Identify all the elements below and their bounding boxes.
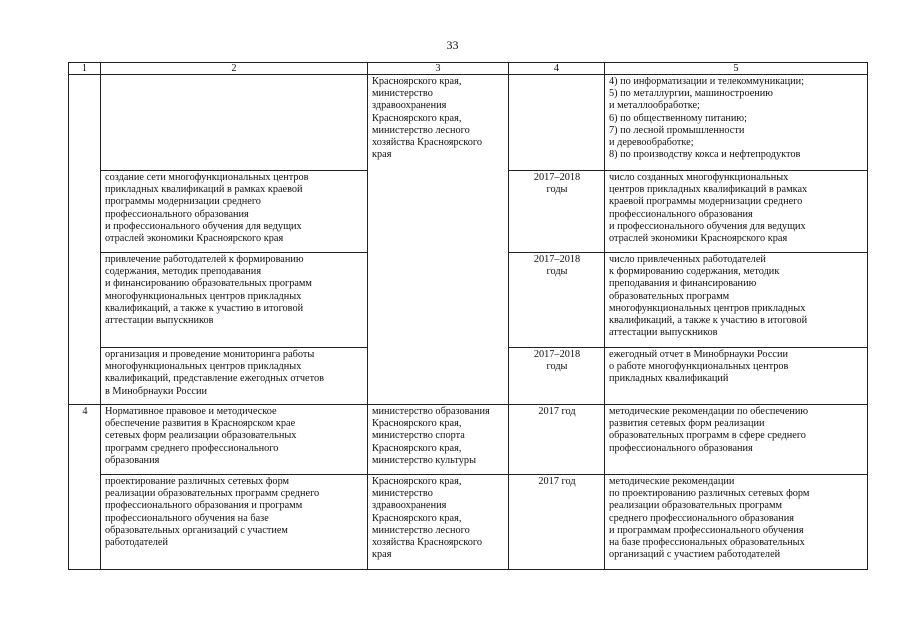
result-line: профессионального образования [609, 208, 753, 220]
measure-line: сетевых форм реализации образовательных [105, 430, 297, 442]
header-col-2: 2 [101, 63, 368, 75]
measure-line: обеспечение развития в Красноярском крае [105, 418, 296, 430]
cell-measure [101, 475, 368, 570]
result-line: центров прикладных квалификаций в рамках [609, 184, 808, 196]
measure-line: в Минобрнауки России [105, 385, 207, 397]
cell-deadline [509, 475, 605, 570]
result-line: по проектированию различных сетевых форм [609, 488, 810, 500]
table-header-row [69, 63, 868, 75]
cell-executors [368, 475, 509, 570]
result-line: 6) по общественному питанию; [609, 112, 747, 124]
executor-line: хозяйства Красноярского [372, 537, 482, 549]
executor-line: Красноярского края, [372, 476, 462, 487]
executor-line: края [372, 549, 392, 561]
cell-result [605, 171, 868, 253]
measure-line: и профессионального обучения для ведущих [105, 220, 302, 232]
executor-line: хозяйства Красноярского [372, 137, 482, 149]
result-line: и деревообработке; [609, 137, 694, 149]
result-line: на базе профессиональных образовательных [609, 537, 805, 549]
result-line: организаций с участием работодателей [609, 549, 781, 561]
deadline-line: годы [546, 266, 568, 278]
measure-line: программы модернизации среднего [105, 196, 261, 208]
measure-line: содержания, методик преподавания [105, 266, 262, 278]
deadline-line: 2017 год [538, 406, 576, 417]
result-line: 5) по металлургии, машиностроению [609, 88, 773, 100]
measure-line: проектирование различных сетевых форм [105, 476, 290, 487]
deadline-line: 2017–2018 [533, 172, 581, 183]
page-number: 33 [446, 38, 459, 52]
cell-measure [101, 171, 368, 253]
result-line: прикладных квалификаций [609, 373, 729, 385]
result-line: о работе многофункциональных центров [609, 361, 789, 373]
measure-line: многофункциональных центров прикладных [105, 361, 302, 373]
row-number: 4 [82, 406, 88, 417]
executor-line: министерство лесного [372, 524, 470, 536]
executor-line: здравоохранения [372, 500, 447, 512]
result-line: многофункциональных центров прикладных [609, 302, 806, 314]
result-line: профессионального образования [609, 442, 753, 454]
measures-table [68, 62, 868, 570]
result-line: преподавания и финансированию [609, 278, 757, 290]
result-line: методические рекомендации [609, 476, 735, 487]
cell-deadline [509, 348, 605, 405]
result-line: 7) по лесной промышленности [609, 124, 745, 136]
measure-line: профессионального образования и программ [105, 500, 303, 512]
result-line: квалификаций, а также к участию в итоговой [609, 315, 808, 327]
executor-line: края [372, 149, 392, 161]
header-col-4: 4 [509, 63, 605, 75]
result-line: 4) по информатизации и телекоммуникации; [609, 76, 805, 87]
executor-line: Красноярского края, [372, 442, 462, 454]
measure-line: многофункциональных центров прикладных [105, 290, 302, 302]
cell-number [69, 75, 101, 405]
result-line: число привлеченных работодателей [609, 254, 766, 265]
result-line: образовательных программ в сфере среднего [609, 430, 806, 442]
result-line: развития сетевых форм реализации [609, 418, 765, 430]
cell-measure [101, 75, 368, 171]
result-line: аттестации выпускников [609, 327, 718, 339]
measure-line: создание сети многофункциональных центров [105, 172, 309, 183]
deadline-line: 2017–2018 [533, 349, 581, 360]
measure-line: аттестации выпускников [105, 315, 214, 327]
result-line: и профессионального обучения для ведущих [609, 220, 806, 232]
header-col-5: 5 [605, 63, 868, 75]
executor-line: министерство лесного [372, 124, 470, 136]
cell-result [605, 253, 868, 348]
cell-executors [368, 75, 509, 405]
cell-deadline [509, 171, 605, 253]
executor-line: министерство спорта [372, 430, 465, 442]
result-line: и программам профессионального обучения [609, 524, 804, 536]
table-row [69, 405, 868, 475]
cell-result [605, 405, 868, 475]
header-col-1: 1 [69, 63, 101, 75]
cell-deadline [509, 405, 605, 475]
deadline-line: годы [546, 184, 568, 196]
executor-line: Красноярского края, [372, 418, 462, 430]
header-col-3: 3 [368, 63, 509, 75]
measure-line: прикладных квалификаций в рамках краевой [105, 184, 303, 196]
result-line: и металлообработке; [609, 100, 700, 112]
cell-deadline [509, 253, 605, 348]
result-line: реализации образовательных программ [609, 500, 783, 512]
deadline-line: 2017–2018 [533, 254, 581, 265]
measure-line: отраслей экономики Красноярского края [105, 233, 284, 245]
table-row [69, 475, 868, 570]
executor-line: министерство [372, 488, 433, 500]
measure-line: образования [105, 454, 160, 466]
measure-line: профессионального обучения на базе [105, 512, 269, 524]
result-line: ежегодный отчет в Минобрнауки России [609, 349, 789, 360]
executor-line: Красноярского края, [372, 112, 462, 124]
measure-line: и финансированию образовательных программ [105, 278, 312, 290]
measure-line: квалификаций, а также к участию в итоговой [105, 302, 304, 314]
measure-line: профессионального образования [105, 208, 249, 220]
cell-result [605, 475, 868, 570]
cell-measure [101, 405, 368, 475]
measure-line: образовательных организаций с участием [105, 524, 288, 536]
measure-line: организация и проведение мониторинга работы [105, 349, 315, 360]
result-line: отраслей экономики Красноярского края [609, 233, 788, 245]
result-line: 8) по производству кокса и нефтепродуктов [609, 149, 801, 161]
executor-line: Красноярского края, [372, 512, 462, 524]
measure-line: Нормативное правовое и методическое [105, 406, 277, 417]
measure-line: программ среднего профессионального [105, 442, 279, 454]
deadline-line: годы [546, 361, 568, 373]
executor-line: министерство [372, 88, 433, 100]
result-line: среднего профессионального образования [609, 512, 794, 524]
measure-line: реализации образовательных программ среднего [105, 488, 320, 500]
cell-executors [368, 405, 509, 475]
result-line: число созданных многофункциональных [609, 172, 789, 183]
cell-deadline [509, 75, 605, 171]
executor-line: министерство культуры [372, 454, 476, 466]
table-row [69, 75, 868, 171]
result-line: образовательных программ [609, 290, 730, 302]
result-line: методические рекомендации по обеспечению [609, 406, 809, 417]
deadline-line: 2017 год [538, 476, 576, 487]
measure-line: привлечение работодателей к формированию [105, 254, 304, 265]
result-line: краевой программы модернизации среднего [609, 196, 803, 208]
cell-result [605, 75, 868, 171]
result-line: к формированию содержания, методик [609, 266, 780, 278]
cell-result [605, 348, 868, 405]
measure-line: работодателей [105, 537, 169, 549]
cell-number [69, 405, 101, 570]
measure-line: квалификаций, представление ежегодных отчетов [105, 373, 324, 385]
executor-line: Красноярского края, [372, 76, 462, 87]
executor-line: здравоохранения [372, 100, 447, 112]
executor-line: министерство образования [372, 406, 490, 417]
cell-measure [101, 253, 368, 348]
cell-measure [101, 348, 368, 405]
